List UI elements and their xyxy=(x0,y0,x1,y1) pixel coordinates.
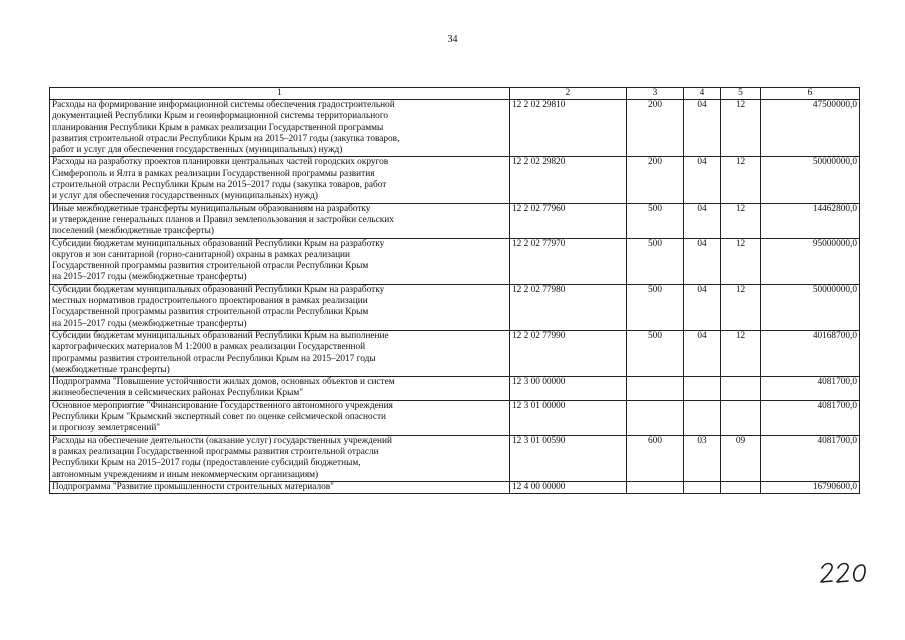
table-row xyxy=(50,400,860,435)
row-amount: 14462800,0 xyxy=(761,203,860,238)
row-expense-type: 500 xyxy=(627,238,684,284)
row-budget-code: 12 2 02 77970 xyxy=(510,238,627,284)
row-subsection: 12 xyxy=(721,100,761,157)
row-subsection xyxy=(721,481,761,493)
table-row xyxy=(50,284,860,330)
row-section: 04 xyxy=(684,100,721,157)
table-row xyxy=(50,481,860,493)
header-col-6: 6 xyxy=(761,88,860,100)
row-budget-code: 12 2 02 77990 xyxy=(510,330,627,376)
table-row xyxy=(50,377,860,401)
row-budget-code: 12 3 01 00590 xyxy=(510,435,627,481)
row-expense-type: 500 xyxy=(627,203,684,238)
row-description: Субсидии бюджетам муниципальных образований Республики Крым на разработку местных нормативов градостроительного проектирования в рамках реализации Государственной программы развития строительной отрасли Республики Крым на 2015–2017 годы (межбюджетные трансферты) xyxy=(50,284,510,330)
row-budget-code: 12 2 02 77980 xyxy=(510,284,627,330)
row-amount: 4081700,0 xyxy=(761,377,860,401)
page-number: 34 xyxy=(447,34,458,45)
row-subsection: 12 xyxy=(721,330,761,376)
row-description: Расходы на формирование информационной системы обеспечения градостроительной документацией Республики Крым и геоинформационной системы территориального планирования Республики Крым в рамках реализации Государственной программы развития строительной отрасли Республики Крым на 2015–2017 годы (закупка товаров, работ и услуг для обеспечения государственных (муниципальных) нужд) xyxy=(50,100,510,157)
row-description: Субсидии бюджетам муниципальных образований Республики Крым на выполнение картографических материалов М 1:2000 в рамках реализации Государственной программы развития строительной отрасли Республики Крым на 2015–2017 годы (межбюджетные трансферты) xyxy=(50,330,510,376)
handwritten-page-mark xyxy=(818,560,878,586)
row-amount: 4081700,0 xyxy=(761,400,860,435)
row-section: 04 xyxy=(684,284,721,330)
row-description: Расходы на обеспечение деятельности (оказание услуг) государственных учреждений в рамках реализации Государственной программы развития строительной отрасли Республики Крым на 2015–2017 годы (предоставление субсидий бюджетным, автономным учреждениям и иным некоммерческим организациям) xyxy=(50,435,510,481)
row-section: 03 xyxy=(684,435,721,481)
row-description: Расходы на разработку проектов планировки центральных частей городских округов Симферополь и Ялта в рамках реализации Государственной программы развития строительной отрасли Республики Крым на 2015–2017 годы (закупка товаров, работ и услуг для обеспечения государственных (муниципальных) нужд) xyxy=(50,157,510,203)
row-section xyxy=(684,481,721,493)
row-description: Иные межбюджетные трансферты муниципальным образованиям на разработку и утверждение генеральных планов и Правил землепользования и застройки сельских поселений (межбюджетные трансферты) xyxy=(50,203,510,238)
row-description: Подпрограмма "Повышение устойчивости жилых домов, основных объектов и систем жизнеобеспечения в сейсмических районах Республики Крым" xyxy=(50,377,510,401)
row-section: 04 xyxy=(684,330,721,376)
row-budget-code: 12 3 01 00000 xyxy=(510,400,627,435)
row-expense-type: 200 xyxy=(627,157,684,203)
header-col-3: 3 xyxy=(627,88,684,100)
table-row xyxy=(50,238,860,284)
row-section xyxy=(684,400,721,435)
table-row xyxy=(50,157,860,203)
row-amount: 40168700,0 xyxy=(761,330,860,376)
header-col-2: 2 xyxy=(510,88,627,100)
row-subsection: 12 xyxy=(721,203,761,238)
row-section: 04 xyxy=(684,157,721,203)
row-subsection: 12 xyxy=(721,238,761,284)
row-description: Подпрограмма "Развитие промышленности строительных материалов" xyxy=(50,481,510,493)
row-amount: 4081700,0 xyxy=(761,435,860,481)
row-expense-type xyxy=(627,377,684,401)
header-col-5: 5 xyxy=(721,88,761,100)
row-description: Основное мероприятие "Финансирование Государственного автономного учреждения Республики Крым "Крымский экспертный совет по оценке сейсмической опасности и прогнозу землетрясений" xyxy=(50,400,510,435)
table-row xyxy=(50,435,860,481)
row-expense-type xyxy=(627,400,684,435)
row-amount: 47500000,0 xyxy=(761,100,860,157)
row-expense-type: 200 xyxy=(627,100,684,157)
budget-table xyxy=(49,87,860,494)
row-budget-code: 12 2 02 77960 xyxy=(510,203,627,238)
row-budget-code: 12 3 00 00000 xyxy=(510,377,627,401)
row-amount: 50000000,0 xyxy=(761,157,860,203)
row-expense-type: 500 xyxy=(627,330,684,376)
row-description: Субсидии бюджетам муниципальных образований Республики Крым на разработку округов и зон санитарной (горно-санитарной) охраны в рамках реализации Государственной программы развития строительной отрасли Республики Крым на 2015–2017 годы (межбюджетные трансферты) xyxy=(50,238,510,284)
row-expense-type: 600 xyxy=(627,435,684,481)
row-subsection: 09 xyxy=(721,435,761,481)
row-section xyxy=(684,377,721,401)
row-amount: 16790600,0 xyxy=(761,481,860,493)
header-col-4: 4 xyxy=(684,88,721,100)
row-subsection: 12 xyxy=(721,284,761,330)
row-subsection: 12 xyxy=(721,157,761,203)
row-budget-code: 12 2 02 29810 xyxy=(510,100,627,157)
row-section: 04 xyxy=(684,203,721,238)
row-expense-type xyxy=(627,481,684,493)
header-col-1: 1 xyxy=(50,88,510,100)
row-amount: 50000000,0 xyxy=(761,284,860,330)
row-subsection xyxy=(721,377,761,401)
row-budget-code: 12 2 02 29820 xyxy=(510,157,627,203)
row-subsection xyxy=(721,400,761,435)
row-amount: 95000000,0 xyxy=(761,238,860,284)
row-expense-type: 500 xyxy=(627,284,684,330)
table-header-row xyxy=(50,88,860,100)
table-row xyxy=(50,330,860,376)
row-section: 04 xyxy=(684,238,721,284)
row-budget-code: 12 4 00 00000 xyxy=(510,481,627,493)
table-row xyxy=(50,100,860,157)
table-row xyxy=(50,203,860,238)
